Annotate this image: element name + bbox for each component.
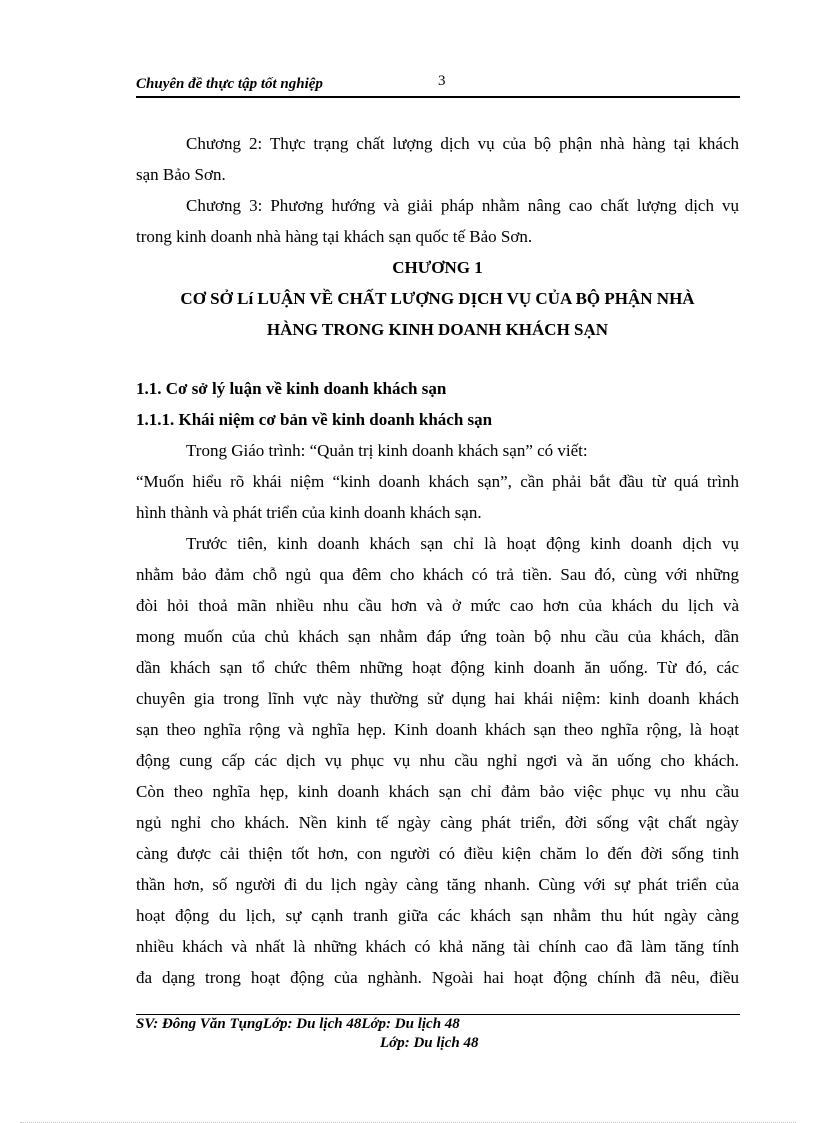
section-heading-line: 1.1. Cơ sở lý luận về kinh doanh khách sạn	[136, 379, 447, 398]
body-text-line: càng được cải thiện tốt hơn, con người có điều kiện chăm lo đến đời sống tinh	[136, 844, 739, 863]
body-text-line: “Muốn hiểu rõ khái niệm “kinh doanh khách sạn”, cần phải bắt đầu từ quá trình	[136, 472, 739, 491]
body-text-line: hoạt động du lịch, sự cạnh tranh giữa các khách sạn nhằm thu hút ngày càng	[136, 906, 739, 925]
chapter-heading-line: CƠ SỞ Lí LUẬN VỀ CHẤT LƯỢNG DỊCH VỤ CỦA BỘ PHẬN NHÀ	[180, 289, 695, 308]
footer-divider	[136, 1014, 740, 1015]
body-text-line: thần hơn, số người đi du lịch ngày càng tăng nhanh. Cùng với sự phát triển của	[136, 875, 739, 894]
footer-student-info: SV: Đông Văn TụngLớp: Du lịch 48Lớp: Du lịch 48	[136, 1016, 460, 1032]
document-body	[136, 128, 739, 993]
body-text-line: đa dạng trong hoạt động của nghành. Ngoài hai hoạt động chính đã nêu, điều	[136, 968, 739, 987]
body-text-line: nhiều khách và nhất là những khách có khả năng tài chính cao đã làm tăng tính	[136, 937, 739, 956]
body-text-line: ngủ nghỉ cho khách. Nền kinh tế ngày càng phát triển, đời sống vật chất ngày	[136, 813, 739, 832]
header-title: Chuyên đề thực tập tốt nghiệp	[136, 76, 323, 92]
body-text-line: Còn theo nghĩa hẹp, kinh doanh khách sạn chỉ đảm bảo việc phục vụ nhu cầu	[136, 782, 739, 801]
body-text-line: sạn Bảo Sơn.	[136, 165, 226, 184]
body-text-line: dần khách sạn tổ chức thêm những hoạt động kinh doanh ăn uống. Từ đó, các	[136, 658, 739, 677]
body-text-line: động cung cấp các dịch vụ phục vụ nhu cầu nghỉ ngơi và ăn uống cho khách.	[136, 751, 739, 770]
body-text-line: Chương 2: Thực trạng chất lượng dịch vụ của bộ phận nhà hàng tại khách	[186, 134, 739, 153]
page-header	[136, 70, 740, 98]
body-text-line: Chương 3: Phương hướng và giải pháp nhằm nâng cao chất lượng dịch vụ	[186, 196, 739, 215]
chapter-heading-line: HÀNG TRONG KINH DOANH KHÁCH SẠN	[266, 320, 609, 339]
body-text-line: hình thành và phát triển của kinh doanh khách sạn.	[136, 503, 482, 522]
body-text-line: trong kinh doanh nhà hàng tại khách sạn quốc tế Bảo Sơn.	[136, 227, 533, 246]
body-text-line: nhằm bảo đảm chỗ ngủ qua đêm cho khách có trả tiền. Sau đó, cùng với những	[136, 565, 739, 584]
body-text-line: đòi hỏi thoả mãn nhiều nhu cầu hơn và ở mức cao hơn của khách du lịch và	[136, 596, 739, 615]
footer-class-info: Lớp: Du lịch 48	[380, 1035, 479, 1051]
body-text-line: chuyên gia trong lĩnh vực này thường sử dụng hai khái niệm: kinh doanh khách	[136, 689, 739, 708]
section-heading-line: 1.1.1. Khái niệm cơ bản về kinh doanh khách sạn	[136, 410, 493, 429]
body-text-line: mong muốn của chủ khách sạn nhằm đáp ứng toàn bộ nhu cầu của khách, dần	[136, 627, 739, 646]
body-text-line: Trong Giáo trình: “Quản trị kinh doanh khách sạn” có viết:	[186, 441, 588, 460]
page-number: 3	[438, 73, 446, 89]
chapter-heading-line: CHƯƠNG 1	[392, 258, 483, 277]
body-text-line: sạn theo nghĩa rộng và nghĩa hẹp. Kinh doanh khách sạn theo nghĩa rộng, là hoạt	[136, 720, 739, 739]
blank-line	[136, 345, 739, 373]
body-text-line: Trước tiên, kinh doanh khách sạn chỉ là hoạt động kinh doanh dịch vụ	[186, 534, 739, 553]
